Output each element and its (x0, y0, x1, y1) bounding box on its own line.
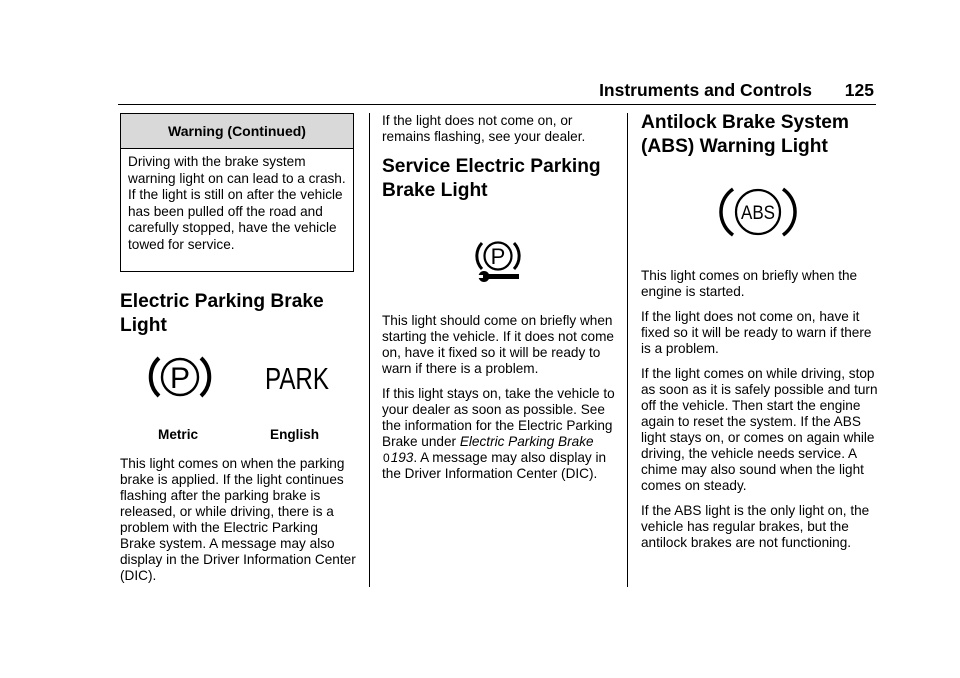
warning-text: Driving with the brake system warning light on can lead to a crash. If the light is still on after the vehicle has been pulled off the road and carefully stopped, have the vehicle towed for service. (128, 154, 346, 252)
abs-warning-icon (723, 186, 793, 238)
epb-xref-link[interactable]: Electric Parking Brake (459, 434, 594, 449)
epb-heading: Electric Parking Brake Light (120, 291, 324, 336)
service-paragraph-2 (382, 386, 620, 482)
column-divider-2 (627, 113, 628, 587)
service-icon-letter: P (490, 244, 506, 269)
page-number: 125 (844, 80, 874, 100)
service-paragraph-1: This light should come on briefly when starting the vehicle. If it does not come on, have it fixed so it will be ready to warn if there is a problem. (382, 313, 614, 376)
epb-paragraph-block (120, 456, 356, 593)
caption-metric: Metric (158, 427, 199, 442)
para2-lead: If this light stays on, take the vehicle to your dealer as soon as possible. See the information for the Electric Parking Brake under (382, 386, 615, 449)
para2-tail: . A message may also display in the Driver Information Center (DIC). (382, 450, 607, 481)
abs-heading: Antilock Brake System (ABS) Warning Light (641, 112, 849, 157)
epb-paragraph: This light comes on when the parking brake is applied. If the light continues flashing after the parking brake is released, or while driving, there is a problem with the Electric Parking Brake system. A message may also display in the Driver Information Center (DIC). (120, 456, 356, 583)
metric-icon-letter: P (169, 362, 191, 395)
abs-paragraph-3: If the light comes on while driving, stop as soon as it is safely possible and turn off the vehicle. Then start the engine again to reset the system. If the ABS light stays on, or comes on again while driving, the vehicle needs service. A chime may also sound when the light comes on steady. (641, 366, 878, 493)
parking-brake-english-icon (262, 360, 332, 394)
col2-intro: If the light does not come on, or remains flashing, see your dealer. (382, 113, 586, 144)
abs-paragraph-1: This light comes on briefly when the engine is started. (641, 268, 858, 299)
section-title: Instruments and Controls (599, 80, 812, 100)
abs-paragraph-2: If the light does not come on, have it fixed so it will be ready to warn if there is a problem. (641, 309, 872, 356)
service-parking-brake-icon (474, 236, 522, 284)
abs-paragraph-4: If the ABS light is the only light on, the vehicle has regular brakes, but the antilock brakes are not functioning. (641, 503, 870, 550)
caption-english: English (270, 427, 320, 442)
column-2-body (382, 313, 620, 491)
column-2-intro (382, 113, 618, 154)
warning-title: Warning (Continued) (121, 114, 353, 149)
xref-arrow-icon: 0 (383, 451, 390, 465)
service-epb-heading: Service Electric Parking Brake Light (382, 156, 601, 201)
english-icon-text: PARK (265, 361, 330, 396)
parking-brake-metric-icon (147, 352, 213, 402)
abs-icon-text: ABS (741, 203, 775, 224)
page-header (118, 78, 876, 105)
warning-box (120, 113, 354, 272)
column-divider-1 (369, 113, 370, 587)
abs-body (641, 268, 879, 560)
xref-page-number[interactable]: 193 (390, 450, 414, 465)
